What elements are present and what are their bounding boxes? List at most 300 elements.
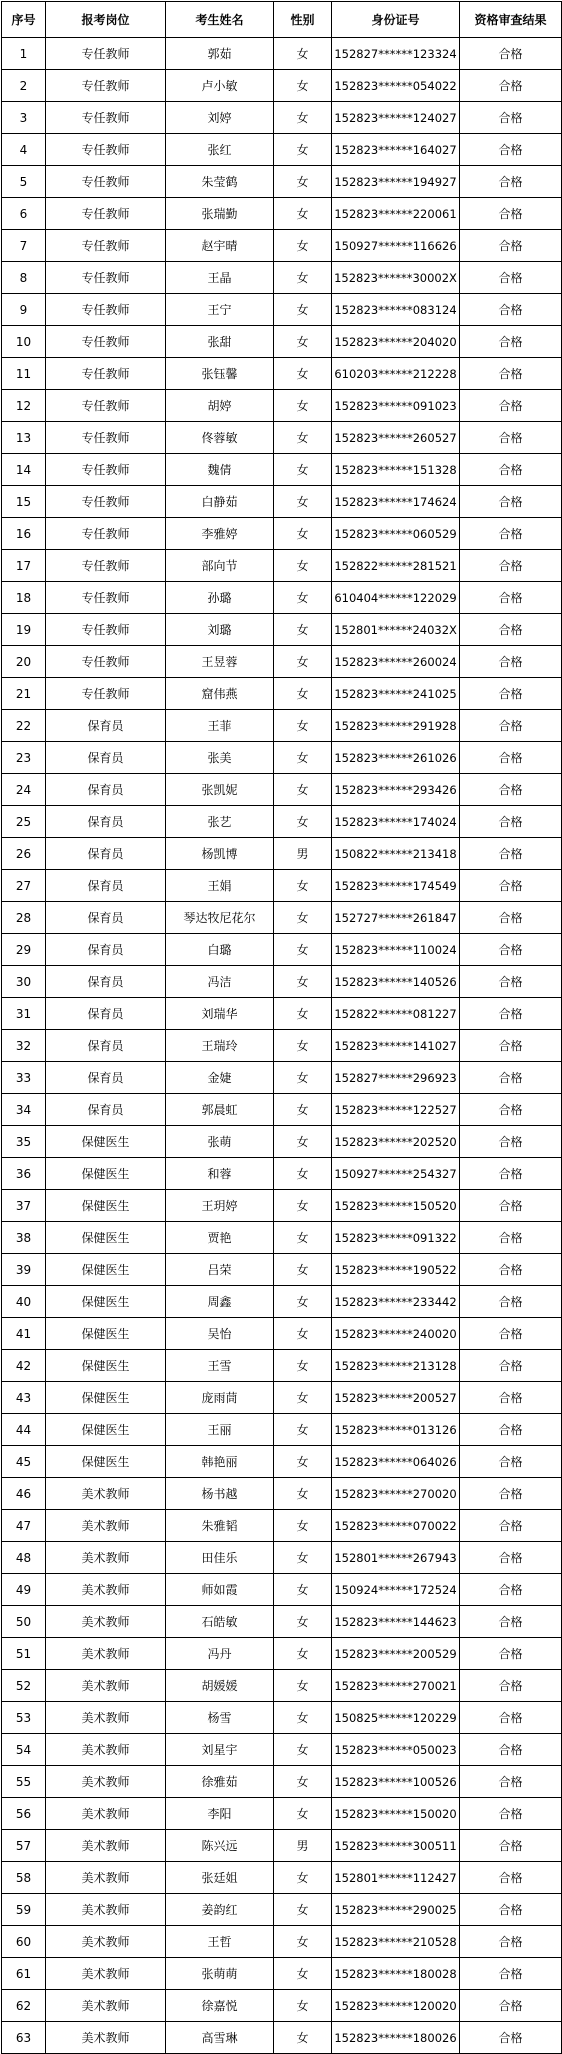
table-row [2,582,562,614]
cell-review-result: 合格 [460,838,562,870]
cell-gender: 女 [274,1254,332,1286]
table-row [2,1510,562,1542]
cell-name: 张艺 [166,806,274,838]
cell-position: 专任教师 [46,486,166,518]
cell-seq: 50 [2,1606,46,1638]
cell-position: 保健医生 [46,1222,166,1254]
cell-review-result: 合格 [460,38,562,70]
cell-name: 吕荣 [166,1254,274,1286]
cell-id-number: 152823******060529 [332,518,460,550]
cell-position: 专任教师 [46,422,166,454]
cell-name: 徐雅茹 [166,1766,274,1798]
cell-review-result: 合格 [460,1734,562,1766]
header-row [2,2,562,38]
cell-position: 美术教师 [46,1766,166,1798]
cell-position: 专任教师 [46,550,166,582]
cell-name: 陈兴远 [166,1830,274,1862]
cell-position: 专任教师 [46,614,166,646]
table-row [2,1446,562,1478]
cell-id-number: 152823******204020 [332,326,460,358]
table-row [2,1798,562,1830]
cell-id-number: 152823******120020 [332,1990,460,2022]
cell-id-number: 152823******233442 [332,1286,460,1318]
cell-review-result: 合格 [460,1318,562,1350]
cell-seq: 31 [2,998,46,1030]
cell-review-result: 合格 [460,1158,562,1190]
cell-seq: 6 [2,198,46,230]
table-row [2,710,562,742]
cell-review-result: 合格 [460,102,562,134]
cell-gender: 女 [274,486,332,518]
cell-position: 美术教师 [46,1830,166,1862]
cell-gender: 女 [274,198,332,230]
cell-name: 王哲 [166,1926,274,1958]
cell-position: 保育员 [46,742,166,774]
cell-review-result: 合格 [460,1990,562,2022]
cell-gender: 女 [274,1798,332,1830]
cell-position: 美术教师 [46,1638,166,1670]
cell-id-number: 152823******100526 [332,1766,460,1798]
cell-position: 保育员 [46,966,166,998]
table-row [2,1190,562,1222]
cell-seq: 2 [2,70,46,102]
cell-position: 保健医生 [46,1190,166,1222]
cell-position: 专任教师 [46,390,166,422]
cell-seq: 52 [2,1670,46,1702]
cell-id-number: 152823******241025 [332,678,460,710]
cell-position: 保育员 [46,806,166,838]
cell-position: 保健医生 [46,1126,166,1158]
table-row [2,1766,562,1798]
cell-id-number: 152823******213128 [332,1350,460,1382]
cell-gender: 女 [274,1542,332,1574]
cell-seq: 13 [2,422,46,454]
cell-gender: 女 [274,1606,332,1638]
cell-name: 郭晨虹 [166,1094,274,1126]
cell-id-number: 152823******013126 [332,1414,460,1446]
table-row [2,1254,562,1286]
table-row [2,454,562,486]
cell-id-number: 152823******140526 [332,966,460,998]
cell-name: 胡媛媛 [166,1670,274,1702]
table-row [2,486,562,518]
cell-gender: 女 [274,1030,332,1062]
cell-review-result: 合格 [460,1926,562,1958]
table-row [2,1286,562,1318]
cell-seq: 34 [2,1094,46,1126]
cell-position: 美术教师 [46,1542,166,1574]
cell-id-number: 152823******260024 [332,646,460,678]
cell-gender: 女 [274,1670,332,1702]
cell-position: 保健医生 [46,1318,166,1350]
cell-name: 王瑞玲 [166,1030,274,1062]
cell-seq: 49 [2,1574,46,1606]
cell-review-result: 合格 [460,1894,562,1926]
cell-position: 保健医生 [46,1286,166,1318]
cell-seq: 25 [2,806,46,838]
cell-name: 高雪琳 [166,2022,274,2054]
table-row [2,2022,562,2054]
cell-gender: 女 [274,454,332,486]
cell-gender: 女 [274,134,332,166]
cell-gender: 女 [274,1990,332,2022]
table-row [2,294,562,326]
table-row [2,422,562,454]
cell-seq: 54 [2,1734,46,1766]
cell-id-number: 152823******054022 [332,70,460,102]
cell-gender: 女 [274,1638,332,1670]
cell-gender: 女 [274,1414,332,1446]
table-body [2,38,562,2054]
cell-name: 杨凯博 [166,838,274,870]
cell-position: 专任教师 [46,70,166,102]
cell-id-number: 152823******190522 [332,1254,460,1286]
cell-position: 美术教师 [46,1574,166,1606]
cell-position: 专任教师 [46,166,166,198]
cell-gender: 女 [274,1702,332,1734]
cell-seq: 29 [2,934,46,966]
table-row [2,1062,562,1094]
cell-review-result: 合格 [460,1958,562,1990]
cell-name: 师如霞 [166,1574,274,1606]
cell-review-result: 合格 [460,1798,562,1830]
cell-position: 保育员 [46,1030,166,1062]
cell-name: 王玥婷 [166,1190,274,1222]
cell-name: 李阳 [166,1798,274,1830]
cell-gender: 女 [274,550,332,582]
cell-gender: 女 [274,166,332,198]
cell-name: 冯丹 [166,1638,274,1670]
cell-review-result: 合格 [460,198,562,230]
cell-gender: 男 [274,838,332,870]
cell-position: 保健医生 [46,1414,166,1446]
cell-name: 庞雨茼 [166,1382,274,1414]
cell-gender: 女 [274,326,332,358]
cell-review-result: 合格 [460,1062,562,1094]
cell-position: 专任教师 [46,518,166,550]
cell-review-result: 合格 [460,1670,562,1702]
table-row [2,1350,562,1382]
cell-review-result: 合格 [460,998,562,1030]
cell-id-number: 152801******112427 [332,1862,460,1894]
cell-id-number: 152827******123324 [332,38,460,70]
cell-position: 美术教师 [46,1958,166,1990]
table-row [2,1542,562,1574]
cell-gender: 女 [274,902,332,934]
cell-name: 赵宇晴 [166,230,274,262]
table-row [2,134,562,166]
cell-review-result: 合格 [460,1350,562,1382]
cell-seq: 8 [2,262,46,294]
cell-review-result: 合格 [460,1766,562,1798]
cell-review-result: 合格 [460,1254,562,1286]
cell-id-number: 152823******270020 [332,1478,460,1510]
cell-gender: 女 [274,966,332,998]
cell-review-result: 合格 [460,742,562,774]
cell-id-number: 152823******290025 [332,1894,460,1926]
cell-name: 田佳乐 [166,1542,274,1574]
cell-name: 佟蓉敏 [166,422,274,454]
header-review-result: 资格审查结果 [460,2,562,38]
cell-review-result: 合格 [460,1510,562,1542]
cell-name: 琴达牧尼花尔 [166,902,274,934]
cell-name: 白璐 [166,934,274,966]
cell-gender: 女 [274,934,332,966]
cell-gender: 女 [274,614,332,646]
cell-id-number: 152823******291928 [332,710,460,742]
table-row [2,230,562,262]
table-row [2,38,562,70]
cell-position: 专任教师 [46,230,166,262]
table-row [2,166,562,198]
cell-seq: 32 [2,1030,46,1062]
cell-seq: 4 [2,134,46,166]
table-row [2,550,562,582]
cell-id-number: 152823******200527 [332,1382,460,1414]
cell-gender: 女 [274,262,332,294]
cell-seq: 61 [2,1958,46,1990]
cell-seq: 11 [2,358,46,390]
cell-gender: 女 [274,1958,332,1990]
cell-position: 专任教师 [46,262,166,294]
cell-gender: 女 [274,1190,332,1222]
cell-review-result: 合格 [460,1478,562,1510]
cell-name: 部向节 [166,550,274,582]
cell-seq: 39 [2,1254,46,1286]
cell-name: 李雅婷 [166,518,274,550]
table-row [2,934,562,966]
cell-review-result: 合格 [460,390,562,422]
cell-gender: 女 [274,1094,332,1126]
table-row [2,198,562,230]
table-row [2,1606,562,1638]
cell-seq: 58 [2,1862,46,1894]
cell-id-number: 152823******150020 [332,1798,460,1830]
cell-gender: 女 [274,1126,332,1158]
cell-id-number: 152823******124027 [332,102,460,134]
cell-name: 郭茹 [166,38,274,70]
table-row [2,1638,562,1670]
cell-gender: 女 [274,1894,332,1926]
cell-gender: 女 [274,774,332,806]
cell-seq: 15 [2,486,46,518]
cell-position: 美术教师 [46,1894,166,1926]
cell-review-result: 合格 [460,1574,562,1606]
cell-gender: 女 [274,230,332,262]
cell-position: 保育员 [46,1094,166,1126]
cell-seq: 22 [2,710,46,742]
cell-seq: 30 [2,966,46,998]
table-row [2,70,562,102]
cell-name: 杨书越 [166,1478,274,1510]
table-row [2,1862,562,1894]
cell-position: 保育员 [46,870,166,902]
cell-name: 张红 [166,134,274,166]
cell-gender: 男 [274,1830,332,1862]
cell-review-result: 合格 [460,550,562,582]
cell-seq: 62 [2,1990,46,2022]
cell-seq: 43 [2,1382,46,1414]
cell-position: 专任教师 [46,358,166,390]
cell-review-result: 合格 [460,358,562,390]
cell-id-number: 152823******240020 [332,1318,460,1350]
cell-gender: 女 [274,1734,332,1766]
cell-name: 卢小敏 [166,70,274,102]
cell-position: 美术教师 [46,1798,166,1830]
table-row [2,1126,562,1158]
cell-id-number: 152823******180028 [332,1958,460,1990]
cell-position: 保育员 [46,902,166,934]
cell-seq: 35 [2,1126,46,1158]
cell-name: 胡婷 [166,390,274,422]
cell-name: 王菲 [166,710,274,742]
cell-seq: 51 [2,1638,46,1670]
cell-position: 保育员 [46,838,166,870]
cell-gender: 女 [274,1350,332,1382]
header-name: 考生姓名 [166,2,274,38]
cell-name: 张廷姐 [166,1862,274,1894]
cell-gender: 女 [274,422,332,454]
cell-gender: 女 [274,1382,332,1414]
table-row [2,390,562,422]
table-row [2,358,562,390]
cell-position: 专任教师 [46,454,166,486]
cell-review-result: 合格 [460,1830,562,1862]
cell-review-result: 合格 [460,262,562,294]
cell-gender: 女 [274,1766,332,1798]
cell-id-number: 152823******164027 [332,134,460,166]
cell-id-number: 150927******254327 [332,1158,460,1190]
cell-review-result: 合格 [460,486,562,518]
cell-name: 刘婷 [166,102,274,134]
cell-position: 美术教师 [46,1862,166,1894]
cell-name: 朱莹鹤 [166,166,274,198]
cell-id-number: 152823******144623 [332,1606,460,1638]
table-row [2,966,562,998]
cell-review-result: 合格 [460,1222,562,1254]
table-row [2,1318,562,1350]
cell-id-number: 150927******116626 [332,230,460,262]
cell-review-result: 合格 [460,934,562,966]
cell-position: 美术教师 [46,1510,166,1542]
cell-position: 专任教师 [46,678,166,710]
cell-gender: 女 [274,646,332,678]
cell-id-number: 152823******150520 [332,1190,460,1222]
cell-name: 刘瑞华 [166,998,274,1030]
cell-review-result: 合格 [460,1094,562,1126]
cell-gender: 女 [274,1158,332,1190]
cell-review-result: 合格 [460,966,562,998]
table-row [2,1222,562,1254]
cell-review-result: 合格 [460,1446,562,1478]
cell-position: 保育员 [46,998,166,1030]
cell-gender: 女 [274,2022,332,2054]
table-row [2,518,562,550]
cell-id-number: 152823******293426 [332,774,460,806]
cell-review-result: 合格 [460,230,562,262]
cell-name: 张甜 [166,326,274,358]
cell-position: 美术教师 [46,1702,166,1734]
table-row [2,998,562,1030]
cell-review-result: 合格 [460,326,562,358]
cell-position: 专任教师 [46,102,166,134]
cell-id-number: 152823******194927 [332,166,460,198]
cell-seq: 24 [2,774,46,806]
cell-position: 保健医生 [46,1350,166,1382]
cell-review-result: 合格 [460,1702,562,1734]
cell-id-number: 152823******064026 [332,1446,460,1478]
cell-name: 张瑞勤 [166,198,274,230]
table-row [2,1094,562,1126]
cell-review-result: 合格 [460,1606,562,1638]
cell-position: 美术教师 [46,1734,166,1766]
table-row [2,870,562,902]
cell-id-number: 150822******213418 [332,838,460,870]
cell-position: 美术教师 [46,1478,166,1510]
cell-seq: 14 [2,454,46,486]
cell-gender: 女 [274,582,332,614]
cell-position: 美术教师 [46,1926,166,1958]
cell-name: 杨雪 [166,1702,274,1734]
table-row [2,742,562,774]
cell-review-result: 合格 [460,1126,562,1158]
cell-name: 王晶 [166,262,274,294]
cell-position: 保育员 [46,1062,166,1094]
table-row [2,774,562,806]
cell-name: 孙璐 [166,582,274,614]
header-position: 报考岗位 [46,2,166,38]
cell-seq: 3 [2,102,46,134]
table-row [2,614,562,646]
cell-review-result: 合格 [460,614,562,646]
cell-id-number: 152822******281521 [332,550,460,582]
table-row [2,1926,562,1958]
cell-position: 保育员 [46,934,166,966]
cell-name: 周鑫 [166,1286,274,1318]
cell-seq: 12 [2,390,46,422]
table-header [2,2,562,38]
cell-gender: 女 [274,742,332,774]
cell-position: 保育员 [46,710,166,742]
cell-id-number: 152827******296923 [332,1062,460,1094]
table-row [2,1414,562,1446]
cell-id-number: 152823******174549 [332,870,460,902]
cell-id-number: 152823******110024 [332,934,460,966]
header-id-number: 身份证号 [332,2,460,38]
cell-seq: 5 [2,166,46,198]
cell-gender: 女 [274,1510,332,1542]
cell-position: 专任教师 [46,294,166,326]
cell-gender: 女 [274,1446,332,1478]
cell-gender: 女 [274,294,332,326]
cell-name: 王丽 [166,1414,274,1446]
cell-seq: 21 [2,678,46,710]
cell-name: 王娟 [166,870,274,902]
cell-position: 专任教师 [46,198,166,230]
cell-seq: 48 [2,1542,46,1574]
cell-seq: 45 [2,1446,46,1478]
cell-seq: 41 [2,1318,46,1350]
cell-gender: 女 [274,1574,332,1606]
cell-gender: 女 [274,1862,332,1894]
cell-name: 王昱蓉 [166,646,274,678]
cell-seq: 10 [2,326,46,358]
cell-name: 刘璐 [166,614,274,646]
cell-seq: 57 [2,1830,46,1862]
table-row [2,1894,562,1926]
cell-review-result: 合格 [460,1542,562,1574]
cell-review-result: 合格 [460,1862,562,1894]
